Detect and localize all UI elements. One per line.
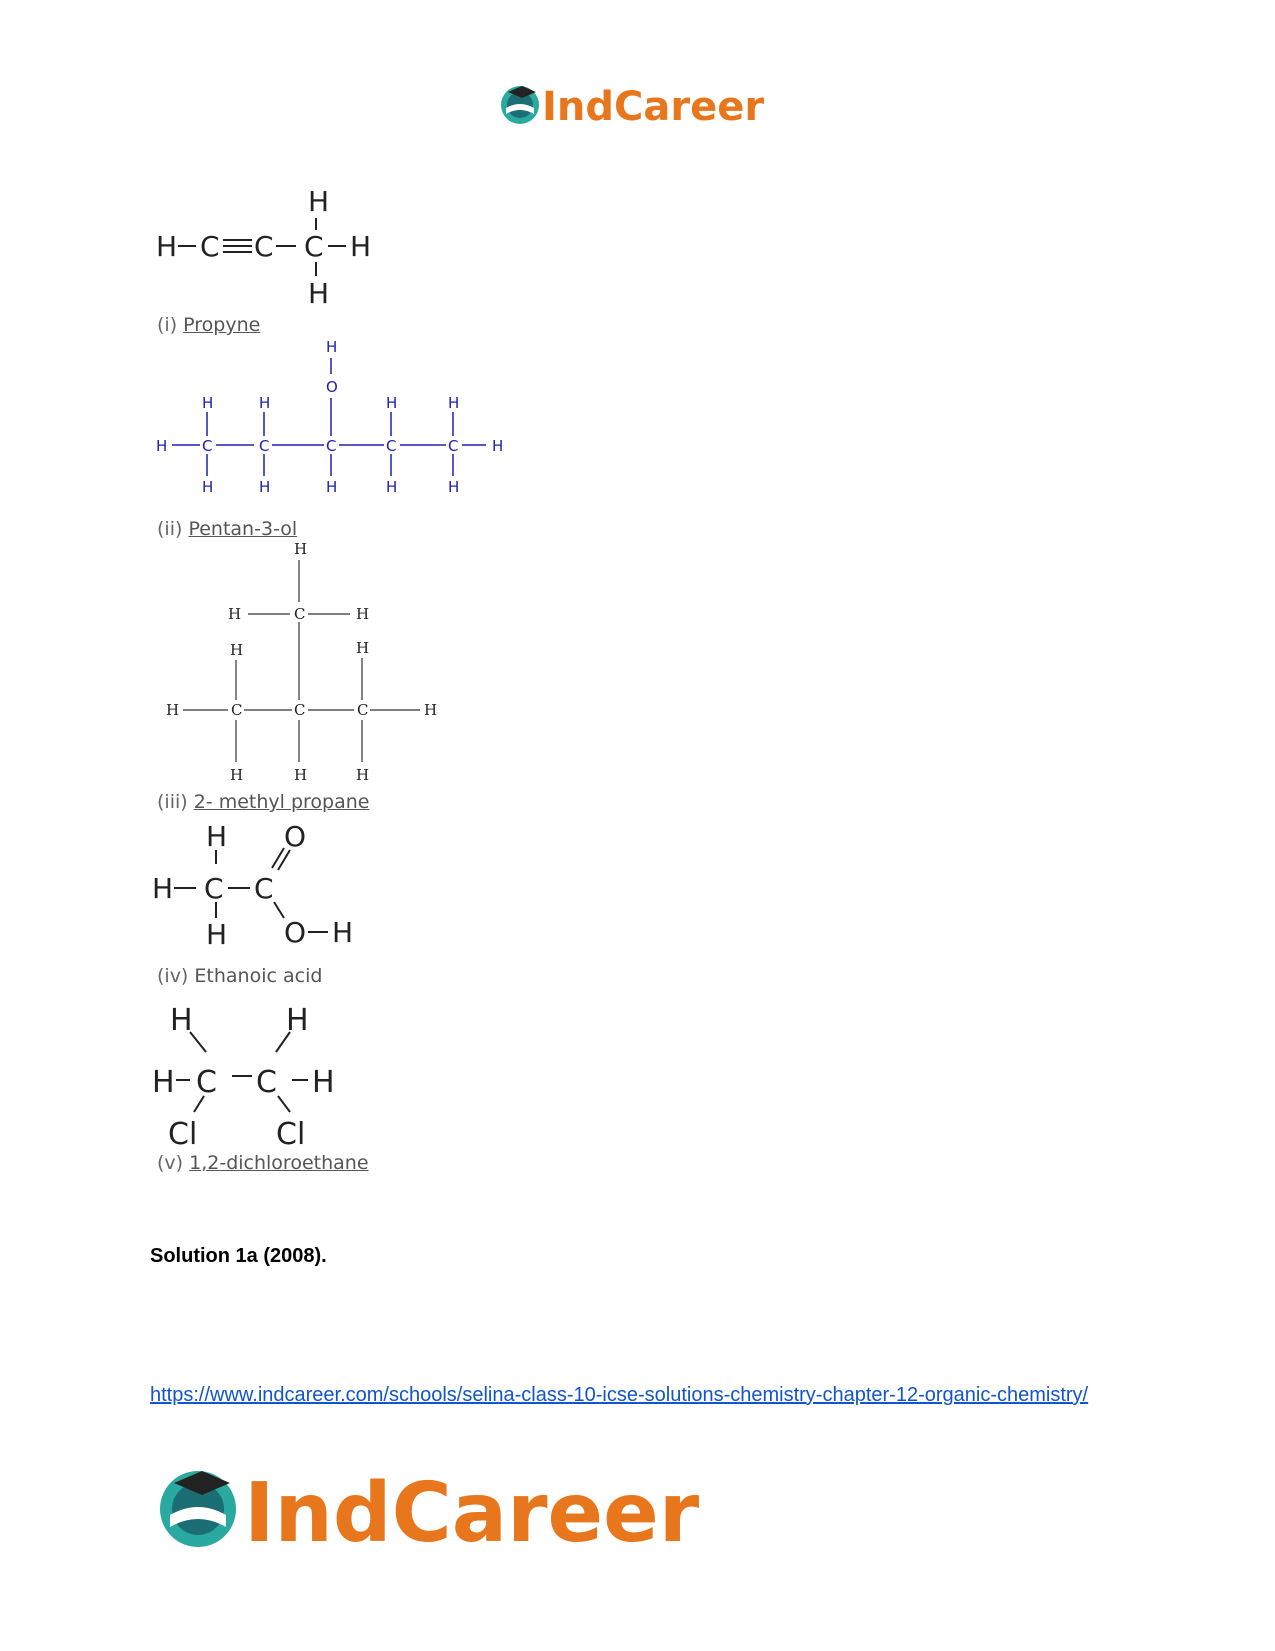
ethanoic-acid-name: Ethanoic acid	[194, 965, 323, 987]
svg-text:H: H	[230, 641, 244, 659]
ethanoic-acid-structure	[148, 820, 378, 960]
svg-text:C: C	[254, 230, 274, 263]
svg-text:C: C	[357, 701, 369, 719]
svg-text:H: H	[294, 540, 308, 558]
svg-text:H: H	[356, 639, 370, 657]
svg-text:H: H	[386, 478, 398, 496]
source-url-link[interactable]: https://www.indcareer.com/schools/selina-class-10-icse-solutions-chemistry-chapter-12-organic-chemistry/	[150, 1384, 1089, 1406]
header-logo	[500, 78, 770, 130]
svg-text:C: C	[304, 230, 324, 263]
dichloroethane-structure	[148, 1000, 378, 1150]
svg-text:C: C	[294, 701, 306, 719]
solution-heading: Solution 1a (2008).	[150, 1245, 327, 1267]
pentanol-link[interactable]: Pentan-3-ol	[188, 518, 298, 540]
svg-text:C: C	[259, 437, 270, 455]
caption-dichloroethane: (v) 1,2-dichloroethane	[157, 1152, 369, 1174]
svg-text:H: H	[448, 394, 460, 412]
footer-logo-text: IndCareer	[244, 1466, 700, 1561]
svg-text:O: O	[284, 820, 307, 853]
svg-text:Cl: Cl	[168, 1117, 198, 1152]
svg-text:C: C	[294, 605, 306, 623]
caption-pentanol: (ii) Pentan-3-ol	[157, 518, 298, 540]
svg-text:C: C	[231, 701, 243, 719]
svg-text:C: C	[386, 437, 397, 455]
svg-text:O: O	[284, 916, 307, 949]
caption-methylpropane: (iii) 2- methyl propane	[157, 791, 370, 813]
pentanol-structure	[148, 340, 518, 515]
svg-text:C: C	[326, 437, 337, 455]
caption-ethanoic-acid: (iv) Ethanoic acid	[157, 965, 323, 987]
svg-text:H: H	[492, 437, 504, 455]
svg-text:H: H	[206, 918, 228, 951]
propyne-link[interactable]: Propyne	[183, 314, 261, 336]
svg-text:H: H	[386, 394, 398, 412]
svg-text:C: C	[254, 872, 274, 905]
logo-text: IndCareer	[542, 84, 765, 130]
methylpropane-link[interactable]: 2- methyl propane	[193, 791, 370, 813]
svg-text:H: H	[206, 820, 228, 853]
svg-text:O: O	[326, 378, 338, 396]
svg-text:H: H	[156, 437, 168, 455]
methylpropane-structure	[148, 540, 448, 790]
svg-text:H: H	[308, 277, 330, 310]
svg-text:H: H	[228, 605, 242, 623]
svg-text:H: H	[170, 1003, 193, 1038]
svg-text:H: H	[152, 1065, 175, 1100]
svg-text:H: H	[294, 766, 308, 784]
svg-text:H: H	[350, 230, 372, 263]
svg-text:H: H	[202, 478, 214, 496]
svg-text:Cl: Cl	[276, 1117, 306, 1152]
svg-text:H: H	[332, 916, 354, 949]
svg-text:C: C	[256, 1065, 277, 1100]
svg-text:H: H	[424, 701, 438, 719]
svg-text:H: H	[356, 605, 370, 623]
svg-text:H: H	[308, 185, 330, 218]
propyne-structure	[148, 178, 388, 308]
svg-text:C: C	[202, 437, 213, 455]
svg-text:H: H	[202, 394, 214, 412]
graduation-book-icon	[160, 1471, 236, 1547]
dichloroethane-link[interactable]: 1,2-dichloroethane	[189, 1152, 369, 1174]
svg-text:C: C	[448, 437, 459, 455]
svg-text:H: H	[448, 478, 460, 496]
graduation-book-icon	[501, 86, 539, 124]
svg-text:H: H	[230, 766, 244, 784]
svg-text:H: H	[166, 701, 180, 719]
svg-text:H: H	[286, 1003, 309, 1038]
svg-text:H: H	[312, 1065, 335, 1100]
svg-text:H: H	[152, 872, 174, 905]
svg-text:C: C	[204, 872, 224, 905]
svg-text:H: H	[326, 338, 338, 356]
caption-propyne: (i) Propyne	[157, 314, 261, 336]
svg-text:H: H	[156, 230, 178, 263]
svg-text:C: C	[196, 1065, 217, 1100]
footer-logo	[158, 1455, 698, 1560]
svg-text:H: H	[326, 478, 338, 496]
svg-text:H: H	[356, 766, 370, 784]
svg-text:H: H	[259, 394, 271, 412]
svg-text:H: H	[259, 478, 271, 496]
svg-text:C: C	[200, 230, 220, 263]
